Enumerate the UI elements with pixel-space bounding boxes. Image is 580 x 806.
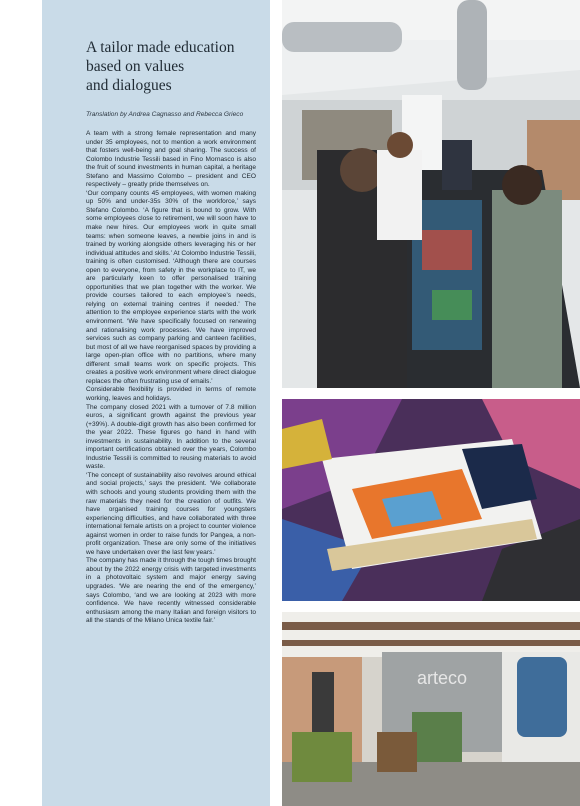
title-line: based on values: [86, 58, 185, 75]
article-paragraph: ‘Our company counts 45 employees, with women making up 50% and under-35s 30% of the workforce,’ says Stefano Colombo. ‘A figure that is bound to grow. With some employees close to retirement, we will soon have to make new hires. Our employees work in quite small teams: when someone leaves, a newbie joins in and is trained by working alongside others leveraging his or her individual attitudes and skills.’ At Colombo Industrie Tessili, training is often customised. ‘Although there are courses open to everyone, from safety in the workplace to IT, we are particularly keen to offer personalised training opportunities that we plan together with the worker. We provide courses tailored to each employee’s needs, relying on external training centres if needed.’ The attention to the employee experience starts with the work environment. ‘We have specifically focused on renewing and rationalising work processes. We have improved services such as company parking and canteen facilities, but most of all we have reorganised spaces by providing a large open-plan office with no partitions, where many different small teams work on specific projects. This creates a positive work environment where direct dialogue replaces the often frustrating use of emails.’: [86, 189, 256, 385]
article-paragraph: The company closed 2021 with a turnover of 7.8 million euros, a significant growth against the previous year (+39%). A double-digit growth has also been confirmed for the year 2022. These figures go hand in hand with investments in sustainability. In addition to the several important certifications obtained over the years, Colombo Industrie Tessili is committed to reusing materials to avoid waste.: [86, 403, 256, 471]
article-paragraph: ‘The concept of sustainability also revolves around ethical and social projects,’ says the president. ‘We collaborate with schools and young students providing them with the raw materials they need for the creation of outfits. We have organised training courses for youngsters experiencing difficulties, and have collaborated with three international female artists on a project to counter violence against women in order to raise funds for Pangea, a non-profit organization. These are only some of the initiatives we have undertaken over the last few years.’: [86, 471, 256, 556]
article-body: [86, 130, 256, 626]
translation-credit: Translation by Andrea Cagnasso and Rebecca Grieco: [86, 111, 244, 118]
article-paragraph: The company has made it through the tough times brought about by the 2022 energy crisis with targeted investments in a photovoltaic system and major energy saving upgrades. ‘We are nearing the end of the emergency,’ says Colombo, ‘and we are looking at 2023 with more confidence. We have recently witnessed considerable enthusiasm among the many Italian and foreign visitors to all the stands of the Milano Unica textile fair.’: [86, 557, 256, 625]
factory-workshop-photo: [282, 0, 580, 388]
title-line: and dialogues: [86, 77, 172, 94]
espadrille-fabric-photo: [282, 399, 580, 601]
stand-sign: arteco: [416, 668, 468, 688]
article-text-column: [42, 0, 270, 806]
article-title: [86, 38, 256, 95]
article-paragraph: A team with a strong female representation and many under 35 employees, not to mention a work environment that fosters well-being and goal sharing. The success of Colombo Industrie Tessili based in Fino Mornasco is also the fruit of sound investments in human capital, a heritage Stefano and Massimo Colombo – president and CEO respectively – greatly pride themselves on.: [86, 130, 256, 189]
article-paragraph: Considerable flexibility is provided in terms of remote working, leaves and holidays.: [86, 386, 256, 402]
trade-fair-stand-photo: [282, 612, 580, 806]
title-line: A tailor made education: [86, 39, 235, 56]
